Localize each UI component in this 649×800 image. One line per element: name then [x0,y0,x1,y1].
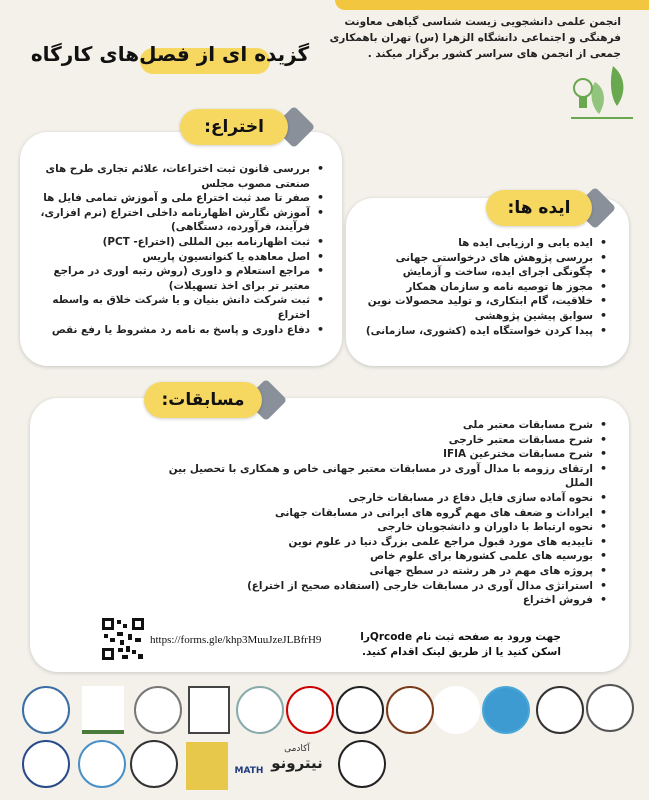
list-item: • شرح مسابقات معتبر خارجی [167,433,607,448]
sponsor-logo-icon [22,740,70,788]
list-item: • اصل معاهده یا کنوانسیون پاریس [38,250,324,265]
registration-link[interactable]: https://forms.gle/khp3MuuJzeJLBfrH9 [150,634,322,646]
title-part1: گزیده ای از [189,42,310,66]
sponsor-logo-icon [586,684,634,732]
list-item: • نحوه آماده سازی فایل دفاع در مسابقات خارجی [167,491,607,506]
sponsor-logo-icon [286,686,334,734]
header-announcement [331,14,621,62]
sponsor-logo-icon [130,740,178,788]
sponsor-logo-icon [186,742,228,790]
list-item: • ایرادات و ضعف های مهم گروه های ایرانی در مسابقات جهانی [167,506,607,521]
list-item: • پروژه های مهم در هر رشته در سطح جهانی [167,564,607,579]
header-line: انجمن علمی دانشجویی زیست شناسی گیاهی معاونت [344,16,621,28]
ideas-card [346,198,629,366]
qr-code-icon[interactable] [102,618,144,660]
list-item: • استراتژی مدال آوری در مسابقات خارجی (استفاده صحیح از اختراع) [167,579,607,594]
sponsor-logo-icon [386,686,434,734]
ideas-list [363,236,607,338]
invention-tag: اختراع: [180,109,288,145]
list-item: • ارتقای رزومه با مدال آوری در مسابقات معتبر جهانی خاص و همکاری با تحصیل بین الملل [167,462,607,491]
list-item: • نحوه ارتباط با داوران و دانشجویان خارجی [167,520,607,535]
list-item: • ایده یابی و ارزیابی ایده ها [363,236,607,251]
ideas-tag: ایده ها: [486,190,592,226]
invention-card [20,132,342,366]
sponsor-logo-icon [482,686,530,734]
invention-list [38,162,324,337]
header-line: جمعی از انجمن های سراسر کشور برگزار میکند . [367,48,621,60]
list-item: • پیدا کردن خواستگاه ایده (کشوری، سازمانی) [363,324,607,339]
sponsor-logo-icon [82,686,124,734]
page-title [20,42,320,66]
sponsor-logo-icon [78,740,126,788]
list-item: • مجوز ها توصیه نامه و سازمان همکار [363,280,607,295]
title-part2: فصل‌های کارگاه [30,42,190,66]
list-item: • ثبت اظهارنامه بین المللی (اختراع- PCT) [38,235,324,250]
neuro-name: نیترونو [271,754,323,772]
list-item: • آموزش نگارش اظهارنامه داخلی اختراع (نرم افزاری، فرآیند، فرآورده، دستگاهی) [38,206,324,235]
sponsor-logo-icon [134,686,182,734]
header-line: فرهنگی و اجتماعی دانشگاه الزهرا (س) تهران باهمکاری [329,32,621,44]
sponsor-logo-icon [236,686,284,734]
sponsor-logo-icon [336,686,384,734]
sponsor-logo-icon [536,686,584,734]
list-item: • ثبت شرکت دانش بنیان و یا شرکت خلاق به واسطه اختراع [38,293,324,322]
math-logo-icon [230,744,268,788]
neuro-sub: آکادمی [284,744,310,754]
sponsor-logo-icon [188,686,230,734]
math-text: MATH [234,766,264,776]
list-item: • تاییدیه های مورد قبول مراجع علمی بزرگ دنیا در علوم نوین [167,535,607,550]
list-item: • چگونگی اجرای ایده، ساخت و آزمایش [363,265,607,280]
list-item: • بررسی قانون ثبت اختراعات، علائم تجاری طرح های صنعتی مصوب مجلس [38,162,324,191]
sponsor-logo-icon [432,686,480,734]
neuro-logo-icon [262,744,332,788]
registration-text: جهت ورود به صفحه ثبت نام Qrcodeرا اسکن کنید یا از طریق لینک اقدام کنید. [360,631,561,658]
list-item: • فروش اختراع [167,593,607,608]
list-item: • خلاقیت، گام ابتکاری، و تولید محصولات نوین [363,294,607,309]
list-item: • بورسیه های علمی کشورها برای علوم خاص [167,549,607,564]
competitions-list [167,418,607,608]
competitions-tag: مسابقات: [144,382,262,418]
sponsor-logo-icon [22,686,70,734]
association-logo-icon [565,62,639,124]
top-decoration [335,0,649,10]
list-item: • دفاع داوری و پاسخ به نامه رد مشروط یا رفع نقص [38,323,324,338]
sponsor-logo-icon [338,740,386,788]
list-item: • صفر تا صد ثبت اختراع ملی و آموزش تمامی فایل ها [38,191,324,206]
list-item: • شرح مسابقات مخترعین IFIA [167,447,607,462]
list-item: • بررسی پژوهش های درخواستی جهانی [363,251,607,266]
list-item: • مراجع استعلام و داوری (روش رتبه اوری در مراجع معتبر تر برای اخذ تسهیلات) [38,264,324,293]
list-item: • شرح مسابقات معتبر ملی [167,418,607,433]
list-item: • سوابق پیشین پژوهشی [363,309,607,324]
